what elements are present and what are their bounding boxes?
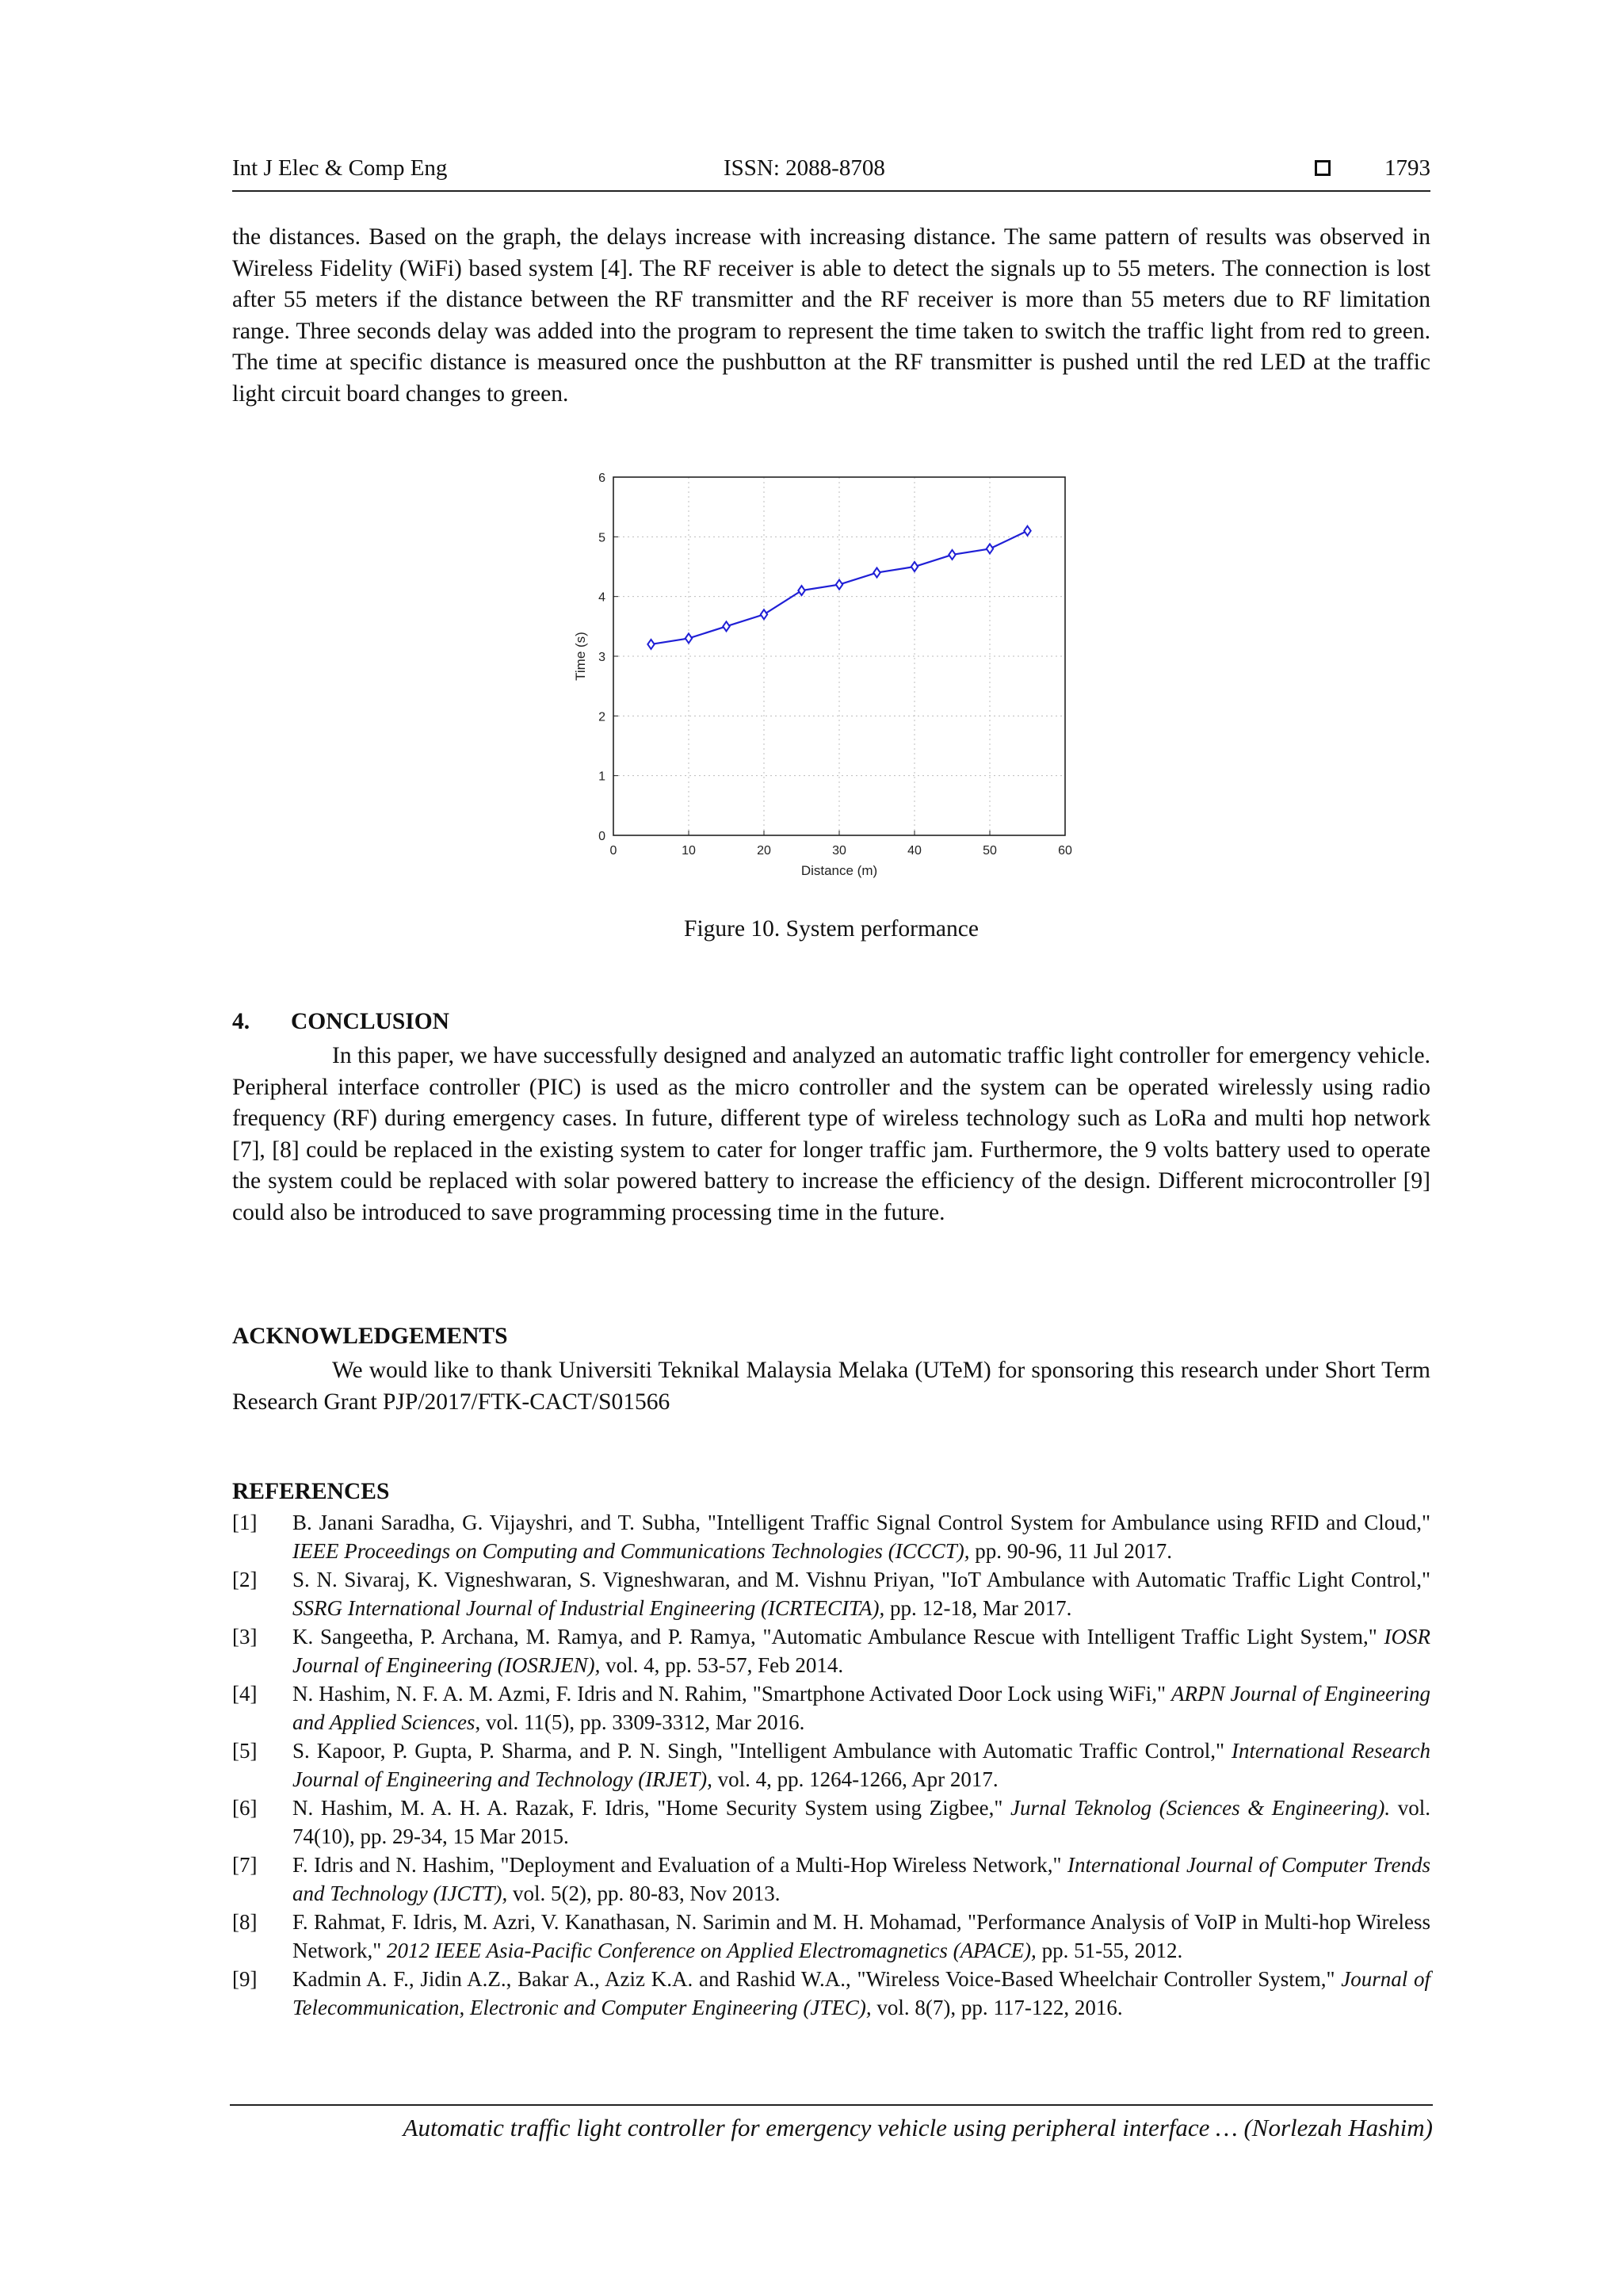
reference-authors-title: F. Idris and N. Hashim, "Deployment and Evaluation of a Multi-Hop Wireless Network," bbox=[292, 1853, 1068, 1877]
reference-item bbox=[232, 1851, 1430, 1908]
chart-grid bbox=[613, 477, 1065, 835]
reference-number: [9] bbox=[232, 1967, 258, 1991]
reference-details: , vol. 11(5), pp. 3309-3312, Mar 2016. bbox=[475, 1710, 805, 1734]
data-point bbox=[685, 633, 692, 643]
y-tick-label: 4 bbox=[598, 590, 605, 605]
reference-details: pp. 51-55, 2012. bbox=[1036, 1939, 1183, 1962]
y-tick-label: 6 bbox=[598, 472, 605, 485]
reference-venue: 2012 IEEE Asia-Pacific Conference on Applied Electromagnetics (APACE), bbox=[387, 1939, 1037, 1962]
data-point bbox=[836, 580, 842, 590]
issn: ISSN: 2088-8708 bbox=[724, 155, 885, 181]
y-axis-label: Time (s) bbox=[573, 632, 588, 681]
reference-authors-title: S. N. Sivaraj, K. Vigneshwaran, S. Vigneshwaran, and M. Vishnu Priyan, "IoT Ambulance with Automatic Traffic Light Control," bbox=[292, 1568, 1430, 1591]
reference-venue: IEEE Proceedings on Computing and Communications Technologies (ICCCT), bbox=[292, 1539, 970, 1563]
reference-details: vol. 4, pp. 1264-1266, Apr 2017. bbox=[712, 1767, 999, 1791]
reference-venue: International Journal of Computer Trends and Technology (IJCTT), bbox=[292, 1853, 1431, 1905]
reference-number: [8] bbox=[232, 1910, 258, 1934]
y-tick-label: 5 bbox=[598, 531, 605, 545]
page-footer: Automatic traffic light controller for emergency vehicle using peripheral interface … (Norlezah Hashim) bbox=[230, 2104, 1433, 2142]
reference-number: [3] bbox=[232, 1625, 258, 1648]
x-tick-label: 10 bbox=[682, 844, 696, 858]
data-point bbox=[987, 544, 993, 553]
data-point bbox=[949, 550, 955, 560]
reference-item bbox=[232, 1622, 1430, 1679]
reference-item bbox=[232, 1965, 1430, 2022]
section-number: 4. bbox=[232, 1009, 250, 1034]
intro-paragraph: the distances. Based on the graph, the delays increase with increasing distance. The same pattern of results was observed in Wireless Fidelity (WiFi) based system [4]. The RF receiver is able to detect the signals up to 55 meters. The connection is lost after 55 meters if the distance between the RF transmitter and the RF receiver is more than 55 meters due to RF limitation range. Three seconds delay was added into the program to represent the time taken to switch the traffic light from red to green. The time at specific distance is measured once the pushbutton at the RF transmitter is pushed until the red LED at the traffic light circuit board changes to green. bbox=[232, 224, 1430, 407]
data-point bbox=[873, 568, 880, 578]
section-title: CONCLUSION bbox=[291, 1009, 449, 1034]
x-tick-label: 30 bbox=[832, 844, 846, 858]
reference-authors-title: K. Sangeetha, P. Archana, M. Ramya, and P. Ramya, "Automatic Ambulance Rescue with Intelligent Traffic Light System," bbox=[292, 1625, 1384, 1648]
conclusion-paragraph: In this paper, we have successfully designed and analyzed an automatic traffic light controller for emergency vehicle. Peripheral interface controller (PIC) is used as the micro controller and the system can be operated wirelessly using radio frequency (RF) during emergency cases. In future, different type of wireless technology such as LoRa and multi hop network [7], [8] could be replaced in the existing system to cater for longer traffic jam. Furthermore, the 9 volts battery used to operate the system could be replaced with solar powered battery to increase the efficiency of the design. Different microcontroller [9] could also be introduced to save programming processing time in the future. bbox=[232, 1043, 1430, 1225]
reference-venue: Jurnal Teknolog (Sciences & Engineering). bbox=[1010, 1796, 1391, 1820]
chart-ticks bbox=[598, 472, 1072, 858]
reference-details: vol. 4, pp. 53-57, Feb 2014. bbox=[600, 1653, 844, 1677]
y-tick-label: 3 bbox=[598, 651, 605, 664]
reference-details: vol. 8(7), pp. 117-122, 2016. bbox=[871, 1996, 1123, 2019]
data-point bbox=[723, 621, 729, 631]
reference-authors-title: B. Janani Saradha, G. Vijayshri, and T. Subha, "Intelligent Traffic Signal Control System for Ambulance using RFID and Cloud," bbox=[292, 1511, 1430, 1534]
x-tick-label: 0 bbox=[609, 844, 617, 858]
line-chart bbox=[571, 471, 1078, 883]
figure-caption: Figure 10. System performance bbox=[684, 916, 979, 942]
data-point bbox=[1024, 526, 1030, 536]
x-tick-label: 40 bbox=[907, 844, 922, 858]
reference-venue: ARPN Journal of Engineering and Applied Sciences bbox=[292, 1682, 1430, 1734]
x-tick-label: 20 bbox=[757, 844, 771, 858]
x-axis-label: Distance (m) bbox=[800, 863, 878, 878]
reference-number: [4] bbox=[232, 1682, 258, 1706]
reference-number: [5] bbox=[232, 1739, 258, 1763]
reference-details: pp. 12-18, Mar 2017. bbox=[884, 1596, 1072, 1620]
figure-system-performance bbox=[571, 471, 1078, 883]
x-tick-label: 50 bbox=[983, 844, 997, 858]
conclusion-heading bbox=[232, 1009, 449, 1035]
reference-item bbox=[232, 1679, 1430, 1736]
reference-venue: IOSR Journal of Engineering (IOSRJEN), bbox=[292, 1625, 1430, 1677]
reference-details: vol. 74(10), pp. 29-34, 15 Mar 2015. bbox=[292, 1796, 1430, 1848]
data-point bbox=[911, 562, 918, 571]
page-number: 1793 bbox=[1384, 155, 1430, 181]
reference-item bbox=[232, 1565, 1430, 1622]
data-point bbox=[761, 609, 767, 619]
reference-number: [6] bbox=[232, 1796, 258, 1820]
page-header bbox=[232, 155, 1430, 192]
reference-item bbox=[232, 1794, 1430, 1851]
acknowledgements-paragraph: We would like to thank Universiti Teknikal Malaysia Melaka (UTeM) for sponsoring this research under Short Term Research Grant PJP/2017/FTK-CACT/S01566 bbox=[232, 1358, 1430, 1415]
y-tick-label: 2 bbox=[598, 710, 605, 724]
reference-venue: Journal of Telecommunication, Electronic and Computer Engineering (JTEC), bbox=[292, 1967, 1430, 2019]
reference-venue: International Research Journal of Engineering and Technology (IRJET), bbox=[292, 1739, 1430, 1791]
acknowledgements-heading: ACKNOWLEDGEMENTS bbox=[232, 1324, 508, 1349]
data-point bbox=[798, 586, 804, 595]
y-tick-label: 0 bbox=[598, 830, 605, 843]
reference-details: pp. 90-96, 11 Jul 2017. bbox=[969, 1539, 1172, 1563]
x-tick-label: 60 bbox=[1058, 844, 1072, 858]
references-heading: REFERENCES bbox=[232, 1479, 390, 1504]
journal-name: Int J Elec & Comp Eng bbox=[232, 155, 448, 181]
reference-authors-title: N. Hashim, N. F. A. M. Azmi, F. Idris and N. Rahim, "Smartphone Activated Door Lock using WiFi," bbox=[292, 1682, 1172, 1706]
reference-authors-title: S. Kapoor, P. Gupta, P. Sharma, and P. N. Singh, "Intelligent Ambulance with Automatic Traffic Control," bbox=[292, 1739, 1232, 1763]
reference-number: [1] bbox=[232, 1511, 258, 1534]
reference-item bbox=[232, 1908, 1430, 1965]
y-tick-label: 1 bbox=[598, 770, 605, 784]
reference-authors-title: Kadmin A. F., Jidin A.Z., Bakar A., Aziz K.A. and Rashid W.A., "Wireless Voice-Based Wheelchair Controller System," bbox=[292, 1967, 1342, 1991]
reference-item bbox=[232, 1736, 1430, 1794]
reference-details: vol. 5(2), pp. 80-83, Nov 2013. bbox=[507, 1881, 781, 1905]
reference-venue: SSRG International Journal of Industrial Engineering (ICRTECITA), bbox=[292, 1596, 885, 1620]
reference-item bbox=[232, 1508, 1430, 1565]
reference-authors-title: F. Rahmat, F. Idris, M. Azri, V. Kanathasan, N. Sarimin and M. H. Mohamad, "Performance Analysis of VoIP in Multi-hop Wireless Network," bbox=[292, 1910, 1430, 1962]
reference-number: [7] bbox=[232, 1853, 258, 1877]
reference-list bbox=[232, 1508, 1430, 2022]
reference-authors-title: N. Hashim, M. A. H. A. Razak, F. Idris, "Home Security System using Zigbee," bbox=[292, 1796, 1010, 1820]
data-point bbox=[647, 640, 654, 649]
square-icon bbox=[1315, 160, 1331, 176]
reference-number: [2] bbox=[232, 1568, 258, 1591]
